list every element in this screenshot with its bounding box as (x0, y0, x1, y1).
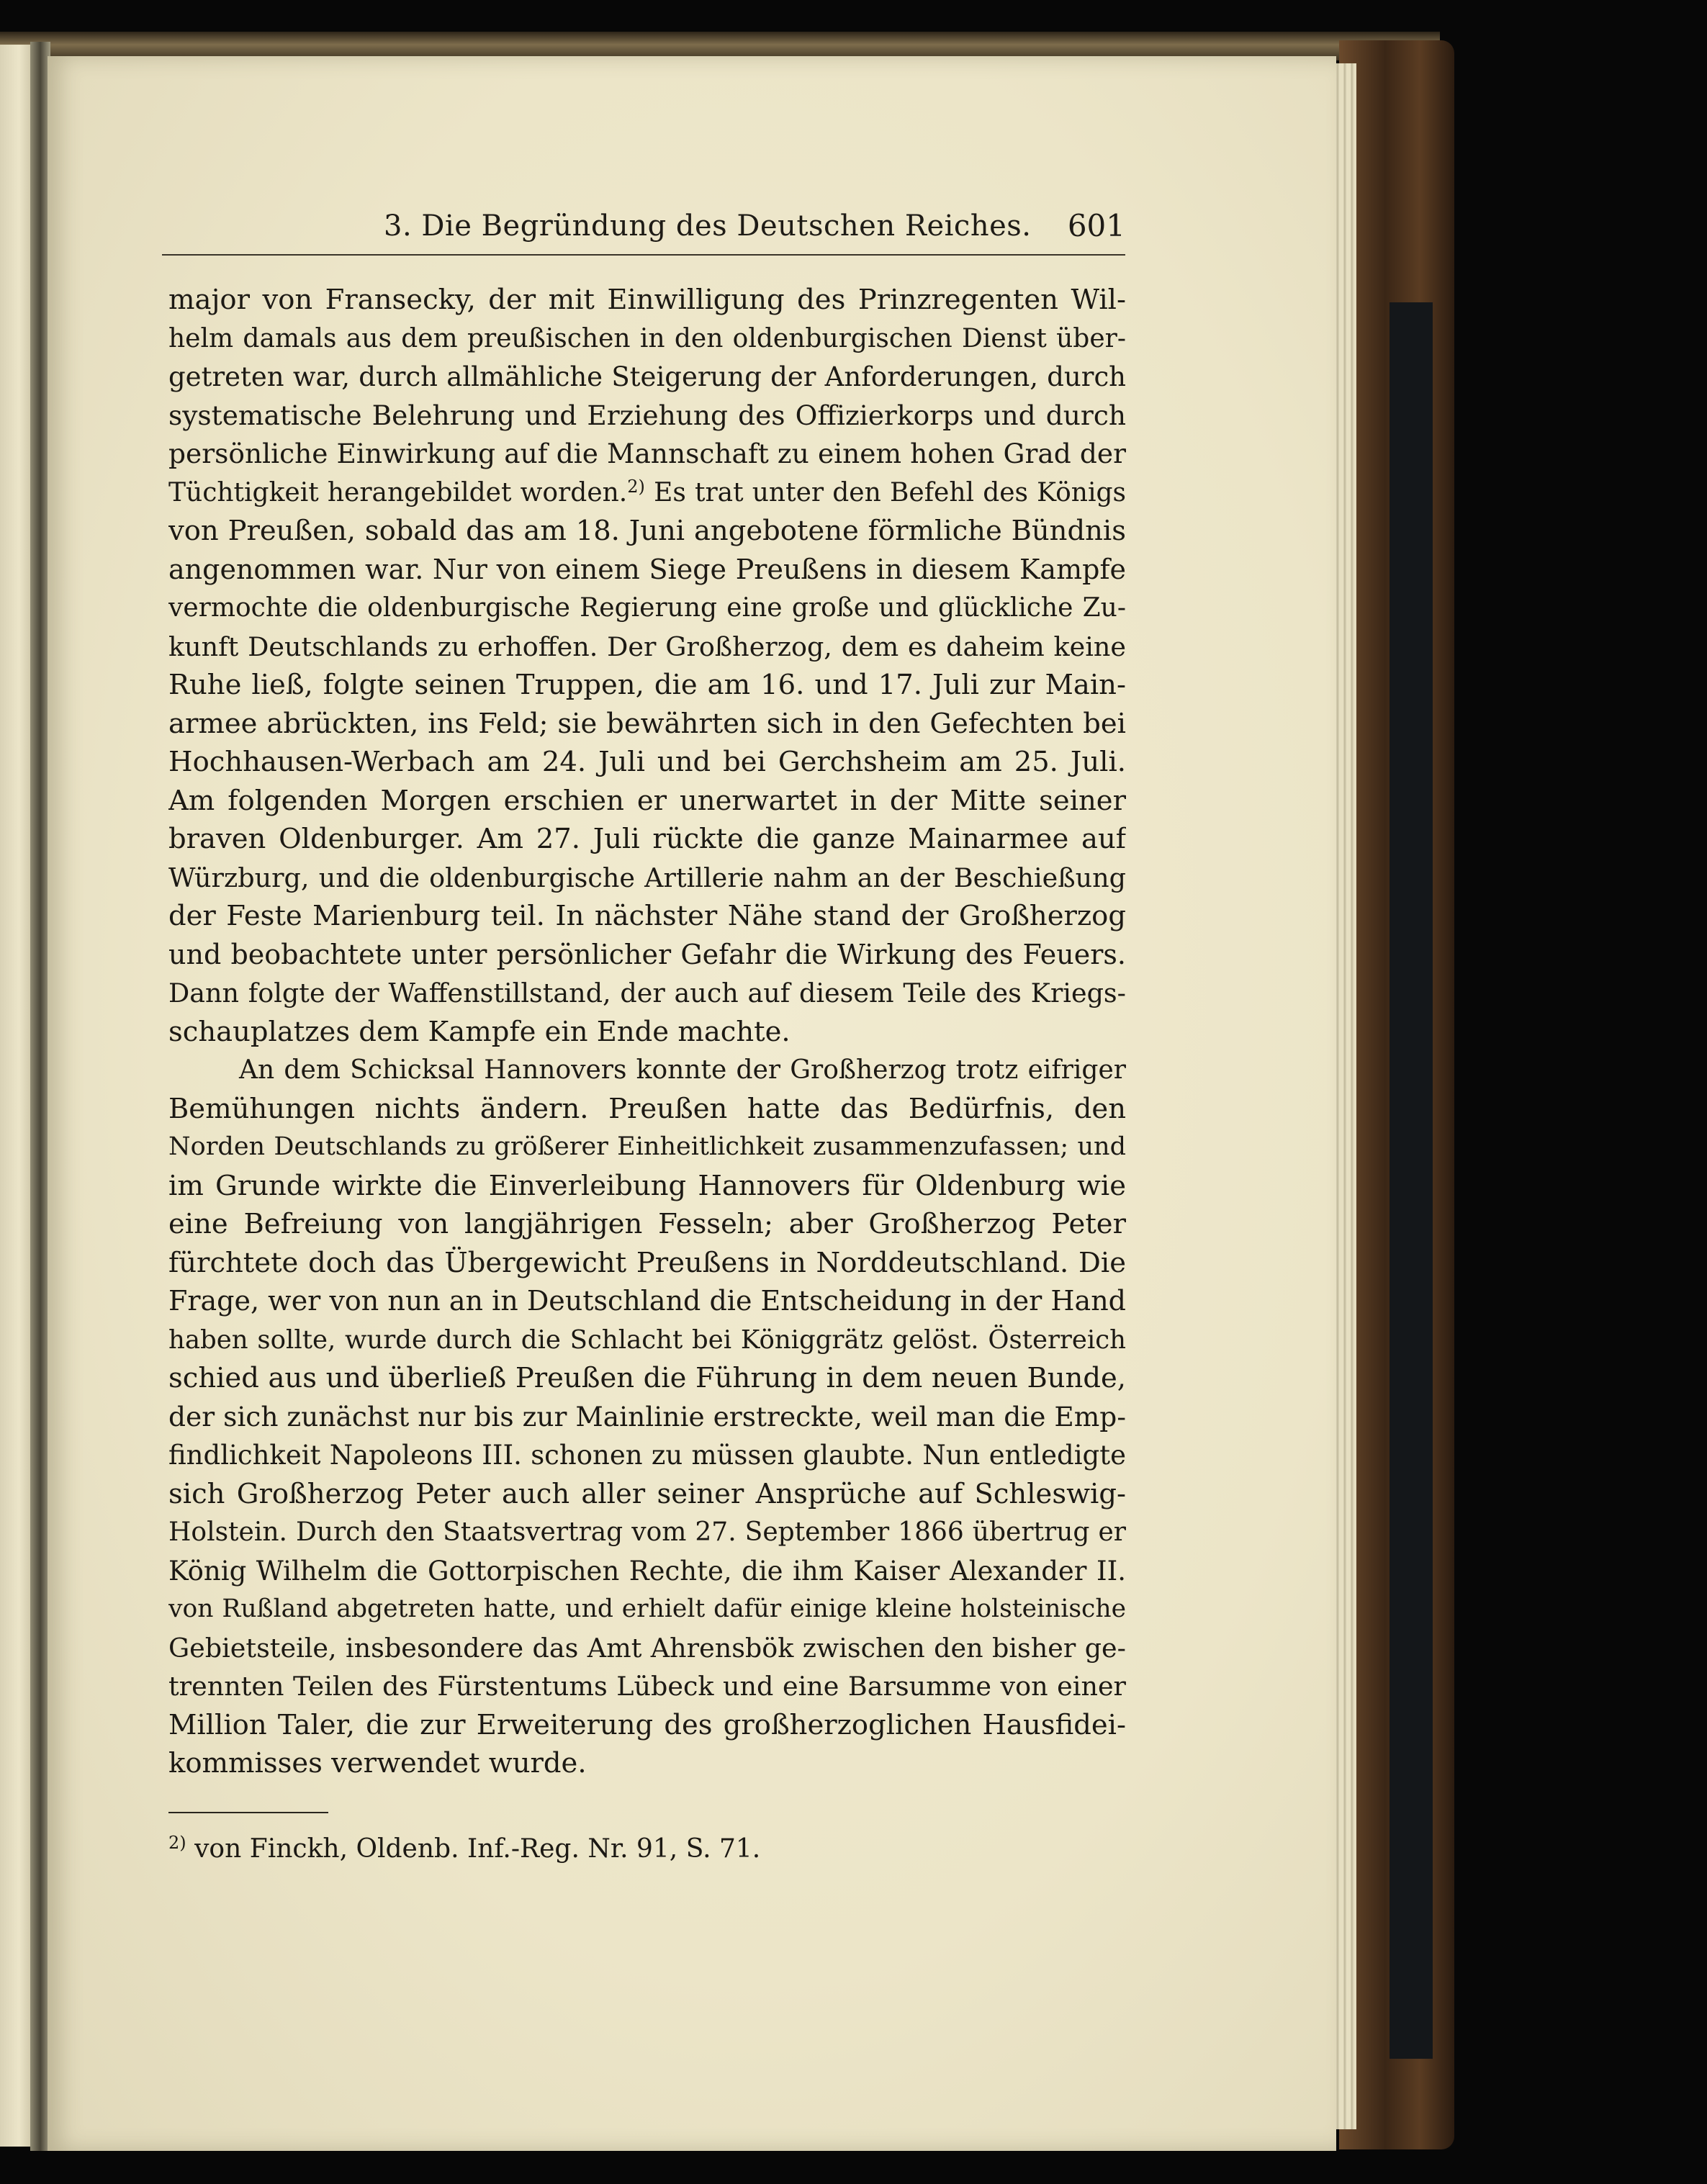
text-line: schied aus und überließ Preußen die Führung in dem neuen Bunde, (168, 1362, 1126, 1394)
text-line-with-footnote (168, 474, 1126, 513)
text-line: König Wilhelm die Gottorpischen Rechte, die ihm Kaiser Alexander II. (168, 1555, 1126, 1587)
text-line: und beobachtete unter persönlicher Gefahr die Wirkung des Feuers. (168, 938, 1126, 970)
text-line: systematische Belehrung und Erziehung des Offizierkorps und durch (168, 399, 1126, 431)
previous-page-edge (0, 45, 35, 2147)
body-text (168, 281, 1126, 1783)
text-line: Würzburg, und die oldenburgische Artillerie nahm an der Beschießung (168, 862, 1126, 893)
text-line: von Preußen, sobald das am 18. Juni angebotene förmliche Bündnis (168, 515, 1126, 547)
text-line: Bemühungen nichts ändern. Preußen hatte das Bedürfnis, den (168, 1092, 1126, 1125)
text-line: kommisses verwendet wurde. (168, 1747, 587, 1779)
footnote-divider (168, 1812, 328, 1813)
text-line: An dem Schicksal Hannovers konnte der Großherzog trotz eifriger (239, 1055, 1126, 1085)
page-number: 601 (1067, 208, 1125, 243)
text-line: eine Befreiung von langjährigen Fesseln; aber Großherzog Peter (168, 1208, 1126, 1240)
text-line: Gebietsteile, insbesondere das Amt Ahrensbök zwischen den bisher ge- (168, 1632, 1126, 1664)
text-line: Ruhe ließ, folgte seinen Truppen, die am 16. und 17. Juli zur Main- (168, 669, 1126, 701)
footnote-text: von Finckh, Oldenb. Inf.-Reg. Nr. 91, S. 71. (194, 1834, 761, 1864)
text-line: angenommen war. Nur von einem Siege Preußens in diesem Kampfe (168, 553, 1126, 585)
text-line: Frage, wer von nun an in Deutschland die Entscheidung in der Hand (168, 1285, 1126, 1317)
text-line: armee abrückten, ins Feld; sie bewährten sich in den Gefechten bei (168, 707, 1126, 740)
text-line: Dann folgte der Waffenstillstand, der auch auf diesem Teile des Kriegs- (168, 978, 1126, 1008)
text-line: der sich zunächst nur bis zur Mainlinie erstreckte, weil man die Emp- (168, 1400, 1126, 1432)
text-line: haben sollte, wurde durch die Schlacht bei Königgrätz gelöst. Österreich (168, 1325, 1126, 1355)
text-line: findlichkeit Napoleons III. schonen zu müssen glaubte. Nun entledigte (168, 1440, 1126, 1471)
running-head (162, 207, 1125, 256)
text-line: Million Taler, die zur Erweiterung des großherzoglichen Hausfidei- (168, 1708, 1126, 1741)
footnote (168, 1834, 760, 1864)
text-line: von Rußland abgetreten hatte, und erhielt dafür einige kleine holsteinische (168, 1594, 1126, 1623)
text-line: kunft Deutschlands zu erhoffen. Der Großherzog, dem es daheim keine (168, 631, 1126, 662)
text-line: helm damals aus dem preußischen in den oldenburgischen Dienst über- (168, 323, 1126, 353)
footnote-reference: 2) (627, 476, 645, 497)
text-line: schauplatzes dem Kampfe ein Ende machte. (168, 1015, 791, 1048)
text-line: der Feste Marienburg teil. In nächster Nähe stand der Großherzog (168, 900, 1126, 932)
text-line: im Grunde wirkte die Einverleibung Hannovers für Oldenburg wie (168, 1169, 1126, 1202)
text-fragment: Tüchtigkeit herangebildet worden. (168, 477, 628, 507)
text-line: major von Fransecky, der mit Einwilligung des Prinzregenten Wil- (168, 284, 1126, 316)
book-spine-cloth (1390, 302, 1433, 2059)
text-line: persönliche Einwirkung auf die Mannschaft zu einem hohen Grad der (168, 438, 1126, 469)
text-line: Am folgenden Morgen erschien er unerwartet in der Mitte seiner (168, 784, 1126, 817)
footnote-marker: 2) (168, 1833, 186, 1853)
text-line: vermochte die oldenburgische Regierung eine große und glückliche Zu- (168, 593, 1126, 623)
text-line: braven Oldenburger. Am 27. Juli rückte die ganze Mainarmee auf (168, 823, 1126, 855)
text-fragment: Es trat unter den Befehl des Königs (654, 477, 1126, 507)
text-line: sich Großherzog Peter auch aller seiner Ansprüche auf Schleswig- (168, 1477, 1126, 1510)
text-line: Hochhausen-Werbach am 24. Juli und bei Gerchsheim am 25. Juli. (168, 746, 1126, 778)
text-line: getreten war, durch allmähliche Steigerung der Anforderungen, durch (168, 361, 1126, 392)
text-line: fürchtete doch das Übergewicht Preußens in Norddeutschland. Die (168, 1246, 1126, 1279)
running-title: 3. Die Begründung des Deutschen Reiches. (384, 209, 1032, 243)
text-line: trennten Teilen des Fürstentums Lübeck und eine Barsumme von einer (168, 1671, 1126, 1702)
text-line: Norden Deutschlands zu größerer Einheitlichkeit zusammenzufassen; und (168, 1132, 1126, 1161)
text-line: Holstein. Durch den Staatsvertrag vom 27. September 1866 übertrug er (168, 1517, 1126, 1547)
